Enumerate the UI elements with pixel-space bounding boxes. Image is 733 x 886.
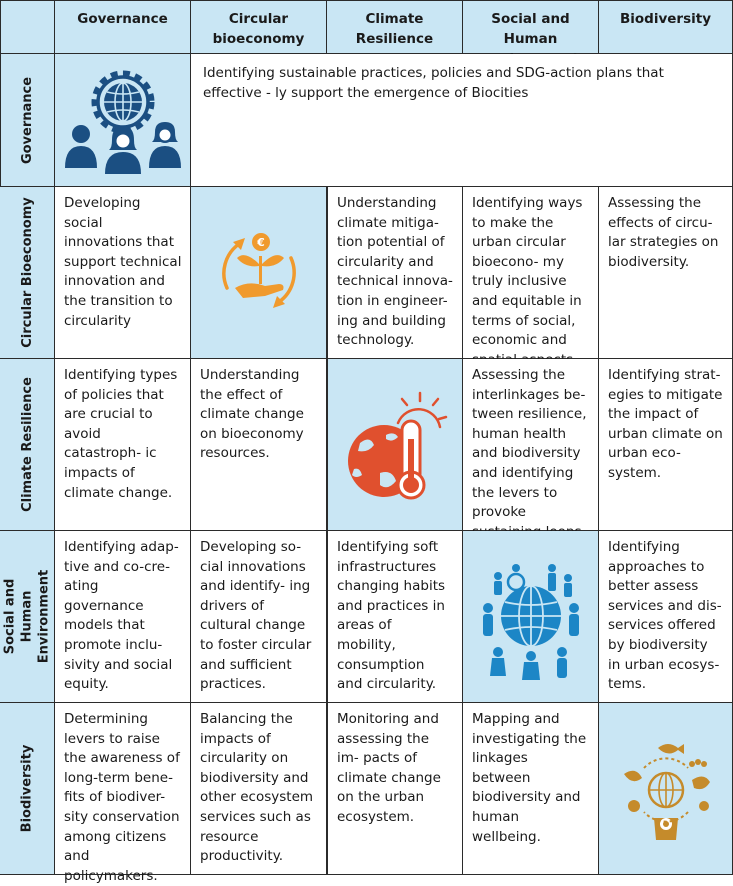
globe-thermometer-sun-icon — [340, 387, 450, 507]
people-globe-gear-icon — [63, 64, 183, 176]
column-header-label: Climate Resilience — [355, 11, 434, 47]
cell-biodiversity-climate: Monitoring and assessing the im- pacts of climate change on the urban ecosystem. — [327, 703, 463, 875]
cell-social-circular: Developing so- cial innovations and identify- ing drivers of cultural change to foster circular and sufficient practices. — [191, 531, 327, 703]
diagonal-cell-social-human-environment — [463, 531, 599, 703]
cell-circular-social: Identifying ways to make the urban circular bioecono- my truly inclusive and equitable in terms of social, economic and — [463, 187, 599, 359]
row-header-label: Social and Human Environment — [2, 569, 52, 664]
cell-biodiversity-circular: Balancing the impacts of circularity on biodiversity and other ecosystem services such as resource productivity. — [191, 703, 327, 875]
cell-social-governance: Identifying adap- tive and co-cre- ating governance models that promote inclu- sivity and social equity. — [55, 531, 191, 703]
cell-climate-social: Assessing the interlinkages be- tween resilience, human health and biodiversity and identifying the levers to provoke — [463, 359, 599, 531]
row-header-label: Biodiversity — [19, 744, 35, 833]
svg-text:€: € — [256, 235, 265, 249]
row-header-label: Climate Resilience — [19, 377, 35, 512]
diagonal-cell-circular-bioeconomy — [191, 187, 327, 359]
cell-biodiversity-social: Mapping and investigating the linkages between biodiversity and human wellbeing. — [463, 703, 599, 875]
row-header-social-human-environment — [0, 531, 55, 703]
globe-people-icon — [476, 552, 586, 682]
cell-social-climate: Identifying soft infrastructures changing habits and practices in areas of mobility, consumption and circularity. — [327, 531, 463, 703]
biodiversity-globe-icon — [614, 734, 718, 844]
corner-cell — [0, 0, 55, 54]
column-header-governance: Governance — [55, 0, 191, 54]
cell-climate-circular: Understanding the effect of climate change on bioeconomy resources. — [191, 359, 327, 531]
cell-circular-governance: Developing social innovations that support technical innovation and the transition to circularity — [55, 187, 191, 359]
column-header-label: Circular bioeconomy — [212, 11, 305, 47]
diagonal-cell-biodiversity — [599, 703, 733, 875]
row-header-biodiversity — [0, 703, 55, 875]
column-header-biodiversity: Biodiversity — [599, 0, 733, 54]
cell-climate-governance: Identifying types of policies that are crucial to avoid catastroph- ic impacts of climate change. — [55, 359, 191, 531]
governance-row-statement: Identifying sustainable practices, policies and SDG-action plans that effective - ly support the emergence of Biocities — [191, 54, 733, 187]
row-header-label: Circular Bioeconomy — [19, 197, 35, 348]
row-header-circular-bioeconomy — [0, 187, 55, 359]
cell-social-biodiversity: Identifying approaches to better assess services and dis- services offered by biodiversity in urban ecosys- tems. — [599, 531, 733, 703]
row-header-climate-resilience — [0, 359, 55, 531]
cell-biodiversity-governance: Determining levers to raise the awareness of long-term bene- fits of biodiver- sity conservation among citizens and policymakers. — [55, 703, 191, 875]
column-header-climate-resilience — [327, 0, 463, 54]
cell-climate-biodiversity: Identifying strat- egies to mitigate the impact of urban climate on urban eco- system. — [599, 359, 733, 531]
column-header-social-human-environment — [463, 0, 599, 54]
diagonal-cell-climate-resilience — [327, 359, 463, 531]
plant-coin-cycle-icon — [209, 228, 309, 318]
diagonal-cell-governance — [55, 54, 191, 187]
row-header-label: Governance — [20, 76, 36, 164]
cell-circular-biodiversity: Assessing the effects of circu- lar strategies on biodiversity. — [599, 187, 733, 359]
row-header-governance — [0, 54, 55, 187]
column-header-label: Social and Human — [491, 11, 570, 47]
cell-circular-climate: Understanding climate mitiga- tion potential of circularity and technical innova- tion in engineer- ing and building technology. — [327, 187, 463, 359]
column-header-circular-bioeconomy — [191, 0, 327, 54]
